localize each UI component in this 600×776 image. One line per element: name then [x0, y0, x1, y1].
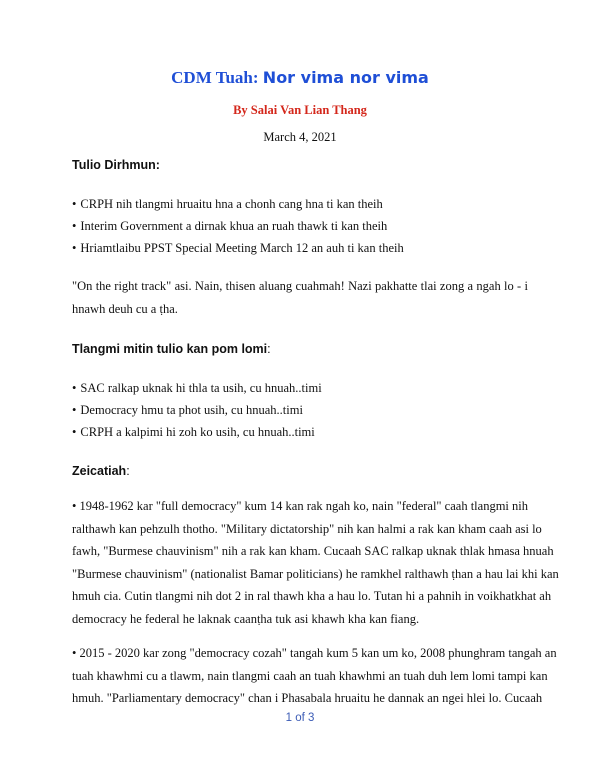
bullet-icon: •	[72, 381, 77, 395]
paragraph-line: democracy he federal he laknak caanṭha tuk asi khawh kha kan fiang.	[72, 611, 420, 626]
paragraph-line: hmuh. "Parliamentary democracy" chan i Phasabala hruaitu he dannak an ngei hlei lo. Cucaah	[72, 691, 543, 705]
paragraph-on-track	[72, 275, 528, 320]
section-heading-tlangmi: Tlangmi mitin tulio kan pom lomi:	[72, 342, 271, 356]
paragraph-line: hmuh cia. Cutin tlangmi nih dot 2 in ral thawh kha a hau lo. Tutan hi a pahnih in voikhatkhat ah	[72, 589, 552, 603]
list-item: • CRPH nih tlangmi hruaitu hna a chonh cang hna ti kan theih	[72, 197, 383, 211]
paragraph-history-1948	[72, 495, 559, 630]
paragraph-line: "On the right track" asi. Nain, thisen aluang cuahmah! Nazi pakhatte tlai zong a ngah lo - i	[72, 279, 528, 293]
title-emphasis: Nor vima nor vima	[262, 68, 429, 87]
section-heading-zeicatiah: Zeicatiah:	[72, 464, 130, 478]
title-prefix: CDM Tuah:	[171, 68, 259, 87]
paragraph-line: tuah khawhmi cu a tlawm, nain tlangmi caah an tuah khawhmi an tuah duh lem lomi tampi kan	[72, 668, 548, 683]
paragraph-line: "Burmese chauvinism" (nationalist Bamar politicians) he ramkhel ralthawh ṭhan a hau lai khi kan	[72, 566, 559, 581]
list-item: • Democracy hmu ta phot usih, cu hnuah..timi	[72, 403, 303, 417]
bullet-icon: •	[72, 197, 77, 211]
list-item: • Interim Government a dirnak khua an ruah thawk ti kan theih	[72, 219, 388, 233]
paragraph-line: ralthawh kan pehzulh thotho. "Military dictatorship" nih kan halmi a rak kan kham caah asi lo	[72, 521, 542, 536]
section-heading-tulio-dirhmun: Tulio Dirhmun:	[72, 158, 160, 172]
list-item: • Hriamtlaibu PPST Special Meeting March 12 an auh ti kan theih	[72, 241, 404, 255]
publish-date: March 4, 2021	[263, 130, 337, 144]
page-indicator: 1 of 3	[285, 712, 315, 724]
paragraph-line: • 2015 - 2020 kar zong "democracy cozah" tangah kum 5 kan um ko, 2008 phunghram tangah an	[72, 646, 557, 660]
bullet-icon: •	[72, 425, 77, 439]
paragraph-line: hnawh deuh cu a ṭha.	[72, 301, 178, 316]
author-byline: By Salai Van Lian Thang	[233, 103, 367, 117]
list-item: • CRPH a kalpimi hi zoh ko usih, cu hnuah..timi	[72, 425, 315, 439]
bullet-icon: •	[72, 403, 77, 417]
paragraph-history-2015	[72, 642, 557, 710]
bullet-icon: •	[72, 219, 77, 233]
document-title	[0, 68, 600, 88]
paragraph-line: fawh, "Burmese chauvinism" nih a rak kan kham. Cucaah SAC ralkap uknak thlak hmasa hnuah	[72, 544, 554, 558]
bullet-icon: •	[72, 241, 77, 255]
paragraph-line: • 1948-1962 kar "full democracy" kum 14 kan rak ngah ko, nain "federal" caah tlangmi nih	[72, 499, 528, 513]
list-item: • SAC ralkap uknak hi thla ta usih, cu hnuah..timi	[72, 381, 322, 395]
